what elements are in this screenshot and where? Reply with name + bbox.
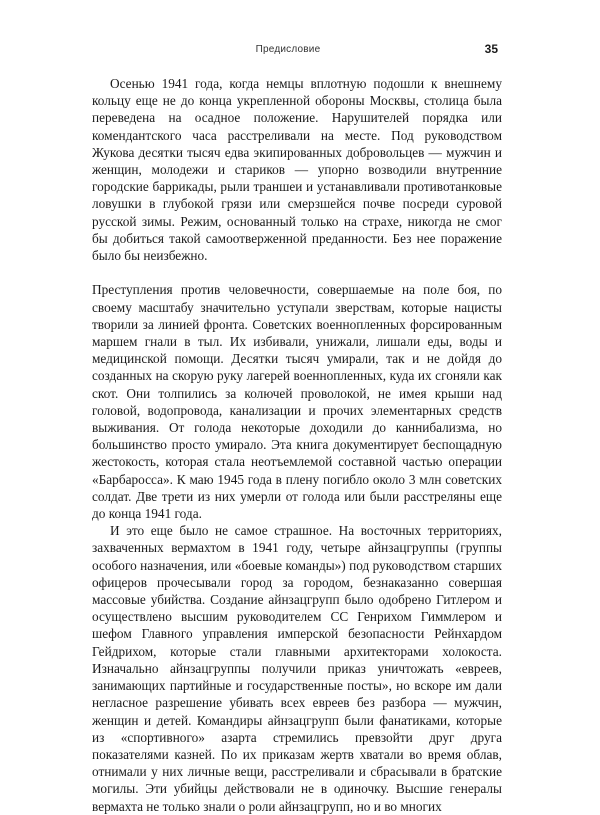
paragraph-moscow-defense: Осенью 1941 года, когда немцы вплотную подошли к внешнему кольцу еще не до конца укрепленной обороны Москвы, столица была переведена на осадное положение. Нарушителей порядка или комендантского часа расстреливали на месте. Под руководством Жукова десятки тысяч едва экипированных добровольцев — мужчин и женщин, молодежи и стариков — упорно возводили внутренние городские баррикады, рыли траншеи и устанавливали противотанковые ловушки в глубокой грязи или смерзшейся почве посреди суровой русской зимы. Режим, основанный только на страхе, никогда не смог бы добиться такой самоотверженной преданности. Без нее поражение было бы неизбежно. [92, 76, 502, 264]
paragraph-crimes-against-humanity: Преступления против человечности, совершаемые на поле боя, по своему масштабу значительно уступали зверствам, которые нацисты творили за линией фронта. Советских военнопленных форсированным маршем гнали в тыл. Их избивали, унижали, лишали еды, воды и медицинской помощи. Десятки тысяч умирали, так и не дойдя до созданных на скорую руку лагерей военнопленных, куда их сгоняли как скот. Они толпились за колючей проволокой, не имея крыши над головой, водопровода, канализации и прочих элементарных средств выживания. От голода некоторые доходили до каннибализма, но большинство просто умирало. Эта книга документирует беспощадную жестокость, которая стала неотъемлемой составной частью операции «Барбаросса». К маю 1945 года в плену погибло около 3 млн советских солдат. Две трети из них умерли от голода или были расстреляны еще до конца 1941 года. [92, 282, 502, 522]
page-number: 35 [484, 42, 498, 56]
running-head [92, 42, 498, 60]
body-text [92, 75, 502, 815]
paragraph-einsatzgruppen: И это еще было не самое страшное. На восточных территориях, захваченных вермахтом в 1941 году, четыре айнзацгруппы (группы особого назначения, или «боевые команды») под руководством старших офицеров прочесывали город за городом, безнаказанно совершая массовые убийства. Создание айнзацгрупп было одобрено Гитлером и осуществлено высшим руководителем СС Генрихом Гиммлером и шефом Главного управления имперской безопасности Рейнхардом Гейдрихом, которые стали главными архитекторами холокоста. Изначально айнзацгруппы получили приказ уничтожать «евреев, занимающих партийные и государственные посты», но вскоре им дали негласное разрешение убивать всех евреев без разбора — мужчин, женщин и детей. Командиры айнзацгрупп были фанатиками, которые из «спортивного» азарта стремились превзойти друг друга показателями казней. По их приказам жертв хватали во время облав, отнимали у них личные вещи, расстреливали и сбрасывали в братские могилы. Эти убийцы действовали не в одиночку. Высшие генералы вермахта не только знали о роли айнзацгрупп, но и во многих [92, 523, 502, 814]
running-title: Предисловие [255, 44, 321, 55]
